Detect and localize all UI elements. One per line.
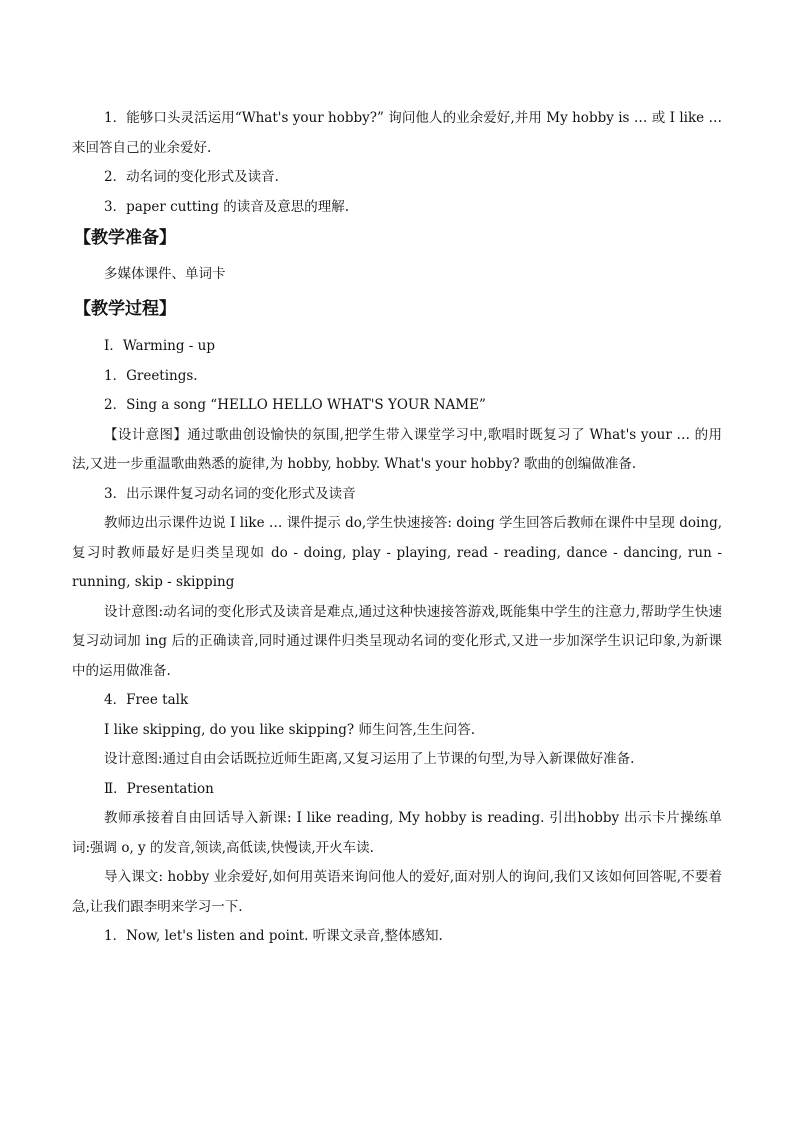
presentation-step-1: 1．Now, let's listen and point. 听课文录音,整体感知. [104, 928, 443, 944]
warmup-step-3: 3．出示课件复习动名词的变化形式及读音 [104, 485, 356, 502]
warmup-step-4: 4．Free talk [104, 692, 189, 708]
process-heading: 【教学过程】 [74, 299, 176, 319]
objective-item-1: 1．能够口头灵活运用“What's your hobby?” 询问他人的业余爱好,并用 My hobby is … 或 I like …来回答自己的业余爱好. [72, 110, 722, 156]
preparation-heading: 【教学准备】 [74, 228, 176, 248]
presentation-text-1: 教师承接着自由回话导入新课: I like reading, My hobby is reading. 引出hobby 出示卡片操练单词:强调 o, y 的发音,领读,高低读,快慢读,开火车读. [72, 810, 722, 856]
warmup-title: Ⅰ．Warming - up [104, 338, 215, 354]
presentation-title: Ⅱ．Presentation [104, 780, 214, 797]
document-body [72, 104, 722, 952]
warmup-greetings: 1．Greetings. [104, 367, 198, 384]
warmup-song: 2．Sing a song “HELLO HELLO WHAT'S YOUR NAME” [104, 397, 486, 413]
preparation-text: 多媒体课件、单词卡 [104, 266, 226, 282]
objective-item-3: 3．paper cutting 的读音及意思的理解. [104, 198, 349, 215]
objective-item-2: 2．动名词的变化形式及读音. [104, 169, 279, 185]
warmup-design-intent-1: 【设计意图】通过歌曲创设愉快的氛围,把学生带入课堂学习中,歌唱时既复习了 What's your … 的用法,又进一步重温歌曲熟悉的旋律,为 hobby, hobby. What's your hobby? 歌曲的创编做准备. [72, 426, 722, 472]
warmup-design-intent-2: 设计意图:动名词的变化形式及读音是难点,通过这种快速接答游戏,既能集中学生的注意力,帮助学生快速复习动词加 ing 后的正确读音,同时通过课件归类呈现动名词的变化形式,又进一步加深学生识记印象,为新课中的运用做准备. [72, 603, 722, 679]
warmup-step-4-text: I like skipping, do you like skipping? 师生问答,生生问答. [104, 721, 476, 738]
warmup-step-3-text: 教师边出示课件边说 I like … 课件提示 do,学生快速接答: doing 学生回答后教师在课件中呈现 doing, 复习时教师最好是归类呈现如 do - doing, play - playing, read - reading, dance - dancing, run - running, skip - skipping [72, 515, 722, 590]
presentation-text-2: 导入课文: hobby 业余爱好,如何用英语来询问他人的爱好,面对别人的询问,我们又该如何回答呢,不要着急,让我们跟李明来学习一下. [72, 869, 722, 915]
warmup-design-intent-3: 设计意图:通过自由会话既拉近师生距离,又复习运用了上节课的句型,为导入新课做好准备. [104, 751, 635, 767]
